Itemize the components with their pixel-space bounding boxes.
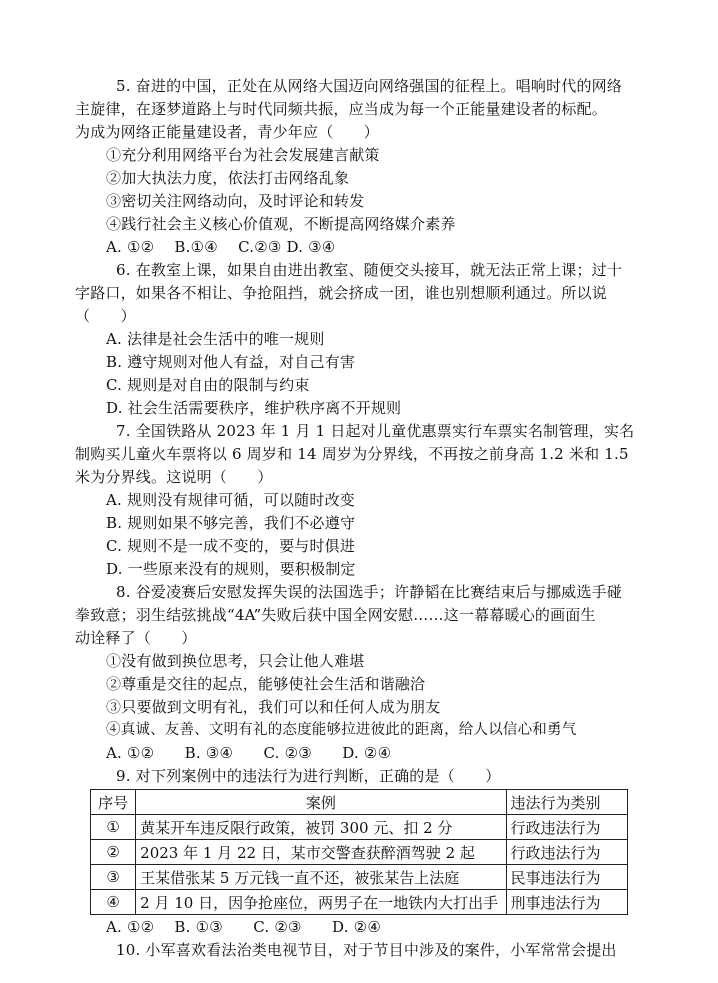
table-cell-case: 王某借张某 5 万元钱一直不还，被张某告上法庭 (136, 865, 506, 890)
table-header-row (91, 790, 628, 815)
table-header-case: 案例 (136, 790, 506, 815)
q7-option-d: D. 一些原来没有的规则，要积极制定 (106, 560, 356, 578)
q7-option-a: A. 规则没有规律可循，可以随时改变 (106, 491, 355, 509)
table-row (91, 890, 628, 915)
q5-item-2: ②加大执法力度，依法打击网络乱象 (106, 169, 350, 187)
q6-option-c: C. 规则是对自由的限制与约束 (106, 376, 310, 394)
q9-stem: 9. 对下列案例中的违法行为进行判断，正确的是（ ） (116, 767, 501, 785)
table-cell-case: 2023 年 1 月 22 日，某市交警查获醉酒驾驶 2 起 (136, 840, 506, 865)
q6-stem-line-1: 6. 在教室上课，如果自由进出教室、随便交头接耳，就无法正常上课；过十 (116, 261, 623, 279)
table-header-index: 序号 (91, 790, 136, 815)
table-cell-category: 刑事违法行为 (506, 890, 627, 915)
table-header-category: 违法行为类别 (506, 790, 627, 815)
q9-case-table (90, 789, 628, 915)
q8-stem-line-1: 8. 谷爱凌赛后安慰发挥失误的法国选手；许静韬在比赛结束后与挪威选手碰 (116, 583, 623, 601)
table-cell-case: 2 月 10 日，因争抢座位，两男子在一地铁内大打出手 (136, 890, 506, 915)
q7-option-b: B. 规则如果不够完善，我们不必遵守 (106, 514, 356, 532)
q8-item-1: ①没有做到换位思考，只会让他人难堪 (106, 652, 365, 670)
q6-option-a: A. 法律是社会生活中的唯一规则 (106, 330, 325, 348)
table-cell-index: ③ (91, 865, 136, 890)
q8-options: A. ①② B. ③④ C. ②③ D. ②④ (106, 744, 392, 762)
table-cell-index: ④ (91, 890, 136, 915)
table-row (91, 865, 628, 890)
table-cell-category: 行政违法行为 (506, 815, 627, 840)
q6-stem-line-3: （ ） (75, 307, 136, 325)
table-row (91, 815, 628, 840)
q6-option-d: D. 社会生活需要秩序，维护秩序离不开规则 (106, 399, 402, 417)
q5-stem-line-2: 主旋律，在逐梦道路上与时代同频共振，应当成为每一个正能量建设者的标配。 (75, 100, 608, 118)
q7-stem-line-1: 7. 全国铁路从 2023 年 1 月 1 日起对儿童优惠票实行车票实名制管理，实名 (116, 422, 635, 440)
table-cell-case: 黄某开车违反限行政策，被罚 300 元、扣 2 分 (136, 815, 506, 840)
q7-stem-line-3: 米为分界线。这说明（ ） (75, 468, 273, 486)
q8-item-4: ④真诚、友善、文明有礼的态度能够拉进彼此的距离，给人以信心和勇气 (106, 722, 577, 738)
q8-stem-line-2: 拳致意；羽生结弦挑战“4A”失败后获中国全网安慰……这一幕幕暖心的画面生 (75, 606, 596, 624)
q8-stem-line-3: 动诠释了（ ） (75, 629, 197, 647)
q5-stem-line-3: 为成为网络正能量建设者，青少年应（ ） (75, 123, 380, 141)
table-cell-category: 民事违法行为 (506, 865, 627, 890)
q5-item-4: ④践行社会主义核心价值观，不断提高网络媒介素养 (106, 215, 456, 233)
q9-options: A. ①② B. ①③ C. ②③ D. ②④ (106, 918, 381, 936)
q8-item-2: ②尊重是交往的起点，能够使社会生活和谐融洽 (106, 675, 426, 693)
table-cell-category: 行政违法行为 (506, 840, 627, 865)
q6-option-b: B. 遵守规则对他人有益，对自己有害 (106, 353, 356, 371)
table-cell-index: ② (91, 840, 136, 865)
q10-stem-line-1: 10. 小军喜欢看法治类电视节目，对于节目中涉及的案件，小军常常会提出 (116, 941, 617, 959)
q7-option-c: C. 规则不是一成不变的，要与时俱进 (106, 537, 356, 555)
q5-item-3: ③密切关注网络动向，及时评论和转发 (106, 192, 365, 210)
q6-stem-line-2: 字路口，如果各不相让、争抢阻挡，就会挤成一团，谁也别想顺利通过。所以说 (75, 284, 608, 302)
q8-item-3: ③只要做到文明有礼，我们可以和任何人成为朋友 (106, 698, 441, 716)
table-cell-index: ① (91, 815, 136, 840)
q5-options: A. ①② B.①④ C.②③ D. ③④ (106, 238, 336, 256)
q5-item-1: ①充分利用网络平台为社会发展建言献策 (106, 146, 380, 164)
table-row (91, 840, 628, 865)
q7-stem-line-2: 制购买儿童火车票将以 6 周岁和 14 周岁为分界线，不再按之前身高 1.2 米和 1.5 (75, 445, 629, 463)
q5-stem-line-1: 5. 奋进的中国，正处在从网络大国迈向网络强国的征程上。唱响时代的网络 (116, 77, 623, 95)
